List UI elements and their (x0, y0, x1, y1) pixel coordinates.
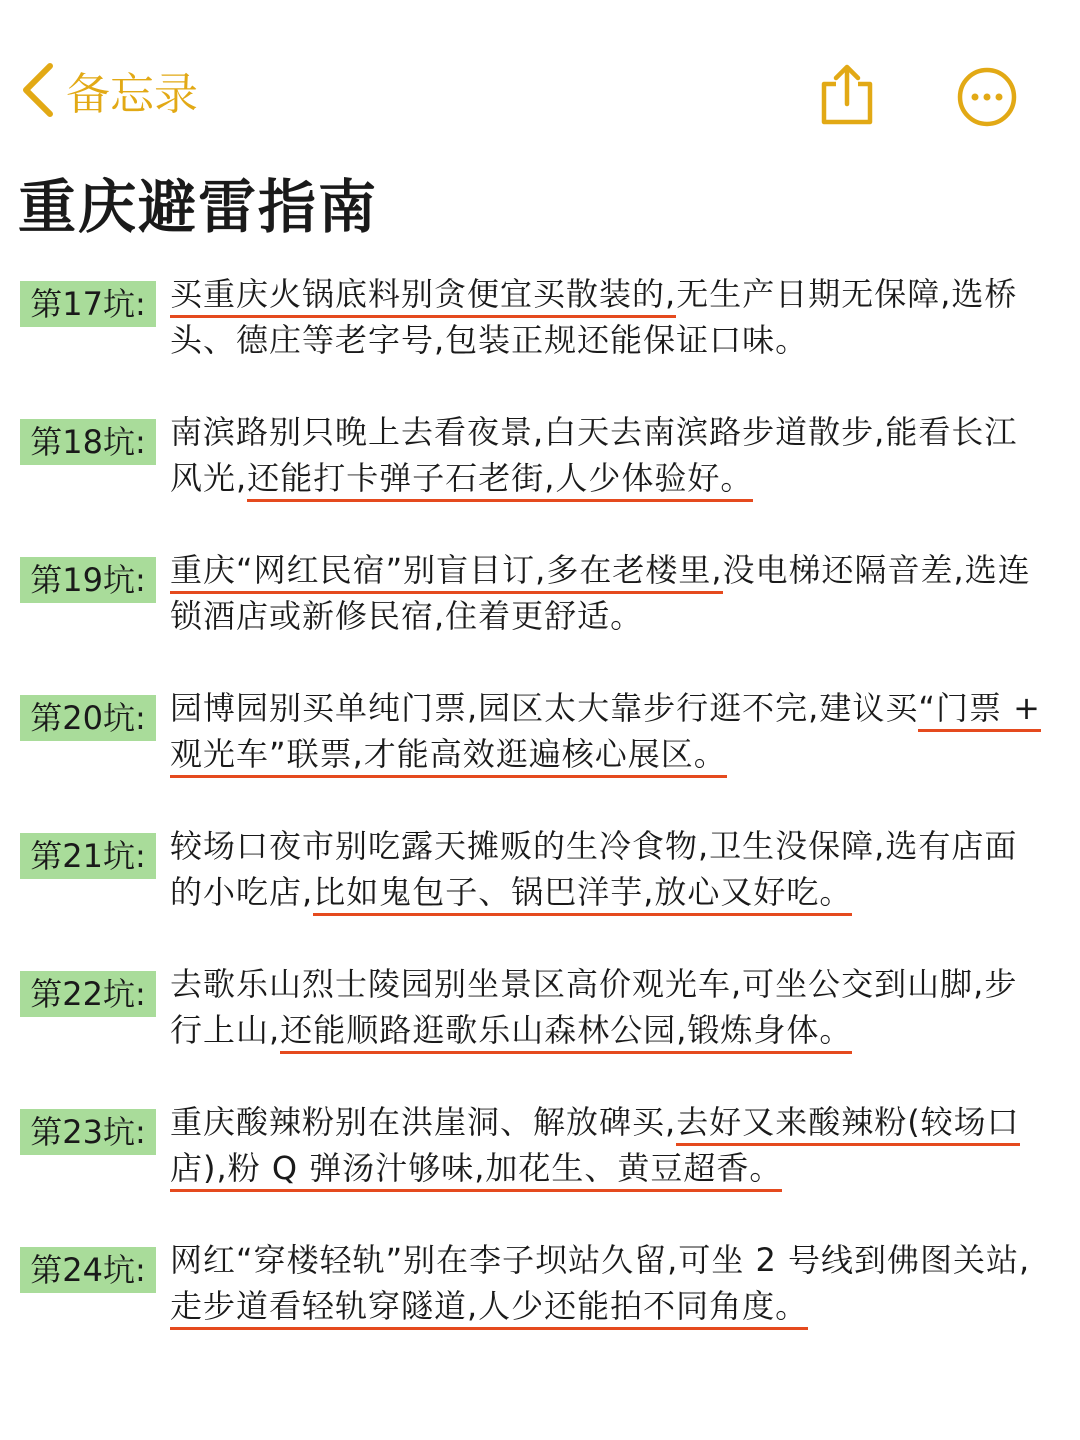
tip-text (170, 547, 1050, 639)
tip-text (170, 685, 1050, 777)
tip-number-badge: 第17坑: (20, 281, 156, 327)
tip-entry (0, 1093, 1080, 1231)
tip-text-underlined: 重庆“网红民宿”别盲目订,多在老楼里, (170, 551, 723, 594)
tip-number-badge: 第23坑: (20, 1109, 156, 1155)
tip-text-underlined: 比如鬼包子、锅巴洋芋,放心又好吃。 (313, 873, 852, 916)
tip-text-plain: 去歌乐山烈士陵园别坐景区高价观光车,可坐公交到山脚,步行上山, (170, 965, 1018, 1049)
tip-entry (0, 403, 1080, 541)
tip-text-plain: 较场口夜市别吃露天摊贩的生冷食物,卫生没保障,选有店面的小吃店, (170, 827, 1018, 911)
tips-list (0, 265, 1080, 1369)
more-icon (952, 60, 1022, 130)
tip-entry (0, 1231, 1080, 1369)
back-button[interactable] (18, 58, 198, 122)
tip-number-badge: 第18坑: (20, 419, 156, 465)
tip-number-badge: 第22坑: (20, 971, 156, 1017)
tip-number-badge: 第24坑: (20, 1247, 156, 1293)
tip-text-underlined: 还能顺路逛歌乐山森林公园,锻炼身体。 (280, 1011, 852, 1054)
tip-text (170, 409, 1050, 501)
note-title: 重庆避雷指南 (18, 173, 379, 241)
tip-entry (0, 265, 1080, 403)
tip-text-plain: 园博园别买单纯门票,园区太大靠步行逛不完,建议买 (170, 689, 919, 727)
tip-text-plain: 没电梯还隔音差,选连锁酒店或新修民宿,住着更舒适。 (170, 551, 1031, 635)
tip-text (170, 961, 1050, 1053)
tip-entry (0, 955, 1080, 1093)
tip-entry (0, 817, 1080, 955)
tip-text-plain: 无生产日期无保障,选桥头、德庄等老字号,包装正规还能保证口味。 (170, 275, 1018, 359)
tip-text-underlined: 还能打卡弹子石老街,人少体验好。 (247, 459, 753, 502)
tip-text (170, 1237, 1050, 1329)
chevron-left-icon (18, 60, 58, 120)
tip-text-plain: 网红“穿楼轻轨”别在李子坝站久留,可坐 2 号线到佛图关站, (170, 1241, 1031, 1279)
tip-text-plain: 南滨路别只晚上去看夜景,白天去南滨路步道散步,能看长江风光, (170, 413, 1018, 497)
more-button[interactable] (952, 60, 1022, 130)
tip-text-underlined: 买重庆火锅底料别贪便宜买散装的, (170, 275, 676, 318)
tip-number-badge: 第19坑: (20, 557, 156, 603)
tip-entry (0, 541, 1080, 679)
tip-text-underlined: 走步道看轻轨穿隧道,人少还能拍不同角度。 (170, 1287, 808, 1330)
tip-text-underlined: “门票 + 观光车”联票,才能高效逛遍核心展区。 (170, 689, 1041, 778)
share-icon (812, 60, 882, 130)
tip-text-plain: 重庆酸辣粉别在洪崖洞、解放碑买, (170, 1103, 677, 1141)
back-label: 备忘录 (66, 69, 198, 120)
tip-text (170, 271, 1050, 363)
tip-text (170, 823, 1050, 915)
tip-text (170, 1099, 1050, 1191)
share-button[interactable] (812, 60, 882, 130)
tip-text-underlined: 去好又来酸辣粉(较场口店),粉 Q 弹汤汁够味,加花生、黄豆超香。 (170, 1103, 1020, 1192)
tip-number-badge: 第21坑: (20, 833, 156, 879)
tip-entry (0, 679, 1080, 817)
nav-bar (0, 0, 1080, 140)
tip-number-badge: 第20坑: (20, 695, 156, 741)
